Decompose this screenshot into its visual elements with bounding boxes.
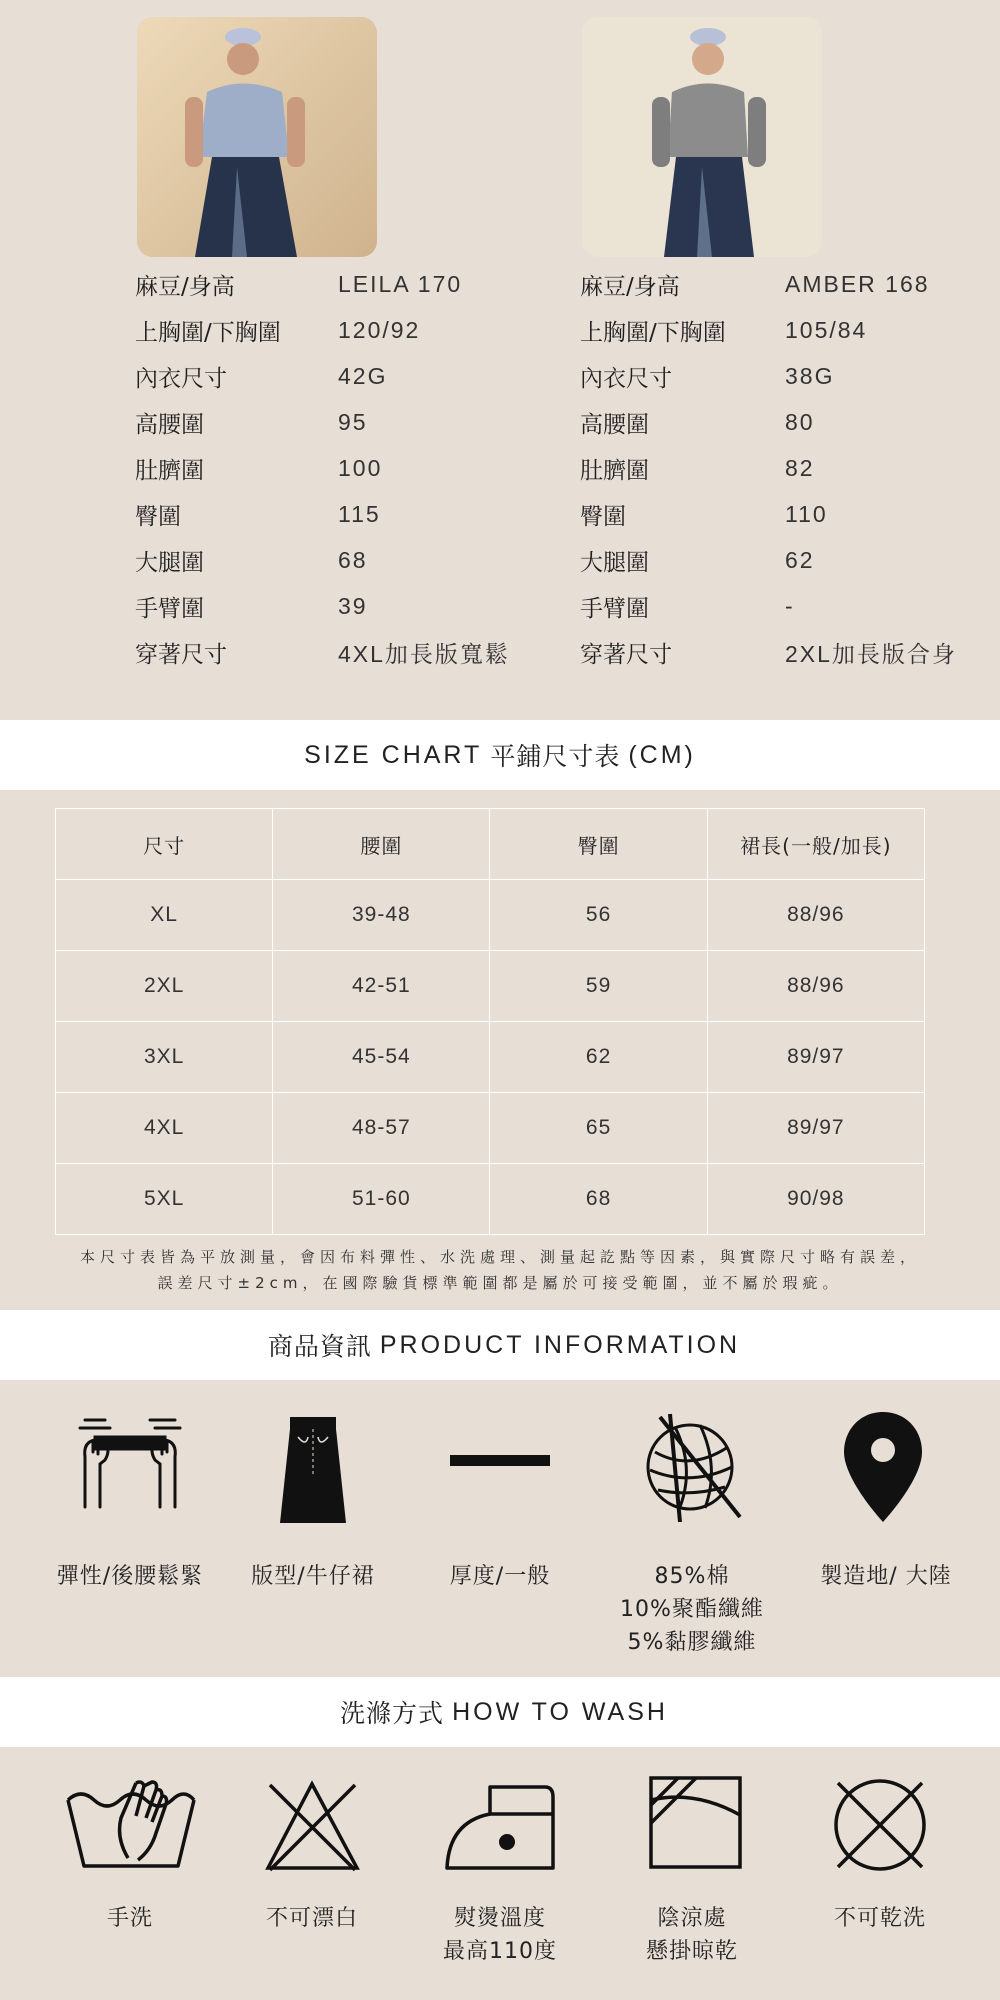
model-spec-row — [135, 266, 462, 302]
spec-value: 4XL加長版寬鬆 — [338, 640, 510, 667]
spec-label: 麻豆/身高 — [135, 273, 235, 300]
size-table-cell: 51-60 — [273, 1164, 490, 1235]
wash-caption-line: 不可乾洗 — [833, 1906, 926, 1931]
size-table-cell: 3XL — [56, 1022, 273, 1093]
size-table-cell: XL — [56, 880, 273, 951]
spec-value: 38G — [785, 362, 835, 389]
spec-label: 上胸圍/下胸圍 — [580, 319, 726, 346]
spec-label: 手臂圍 — [580, 595, 649, 622]
size-table-row — [56, 1022, 925, 1093]
size-table-header-cell: 裙長(一般/加長) — [707, 809, 924, 880]
product-info-caption-line: 85%棉 — [654, 1564, 730, 1589]
spec-label: 內衣尺寸 — [135, 365, 227, 392]
wash-title-en: HOW TO WASH — [452, 1697, 668, 1726]
spec-label: 手臂圍 — [135, 595, 204, 622]
model-spec-row — [135, 634, 510, 670]
size-table-cell: 89/97 — [707, 1022, 924, 1093]
size-note-line2: 誤差尺寸±2cm，在國際驗貨標準範圍都是屬於可接受範圍，並不屬於瑕疵。 — [157, 1274, 843, 1292]
spec-value: 95 — [338, 408, 368, 435]
model-spec-row — [135, 542, 368, 578]
spec-value: 120/92 — [338, 316, 421, 343]
wash-caption — [592, 1902, 792, 1968]
product-info-caption-line: 厚度/一般 — [449, 1564, 551, 1589]
wash-caption — [212, 1902, 412, 1935]
spec-value: 100 — [338, 454, 383, 481]
spec-label: 麻豆/身高 — [580, 273, 680, 300]
product-info-title-en: PRODUCT INFORMATION — [379, 1330, 741, 1359]
size-table-cell: 68 — [490, 1164, 707, 1235]
model-spec-row — [135, 404, 368, 440]
size-table-cell: 4XL — [56, 1093, 273, 1164]
product-info-caption-line: 5%黏膠纖維 — [627, 1630, 757, 1655]
size-table-row — [56, 1164, 925, 1235]
size-chart-banner — [0, 720, 1000, 790]
product-info-caption-line: 彈性/後腰鬆緊 — [56, 1564, 204, 1589]
yarn-ball-icon — [640, 1412, 750, 1522]
spec-label: 高腰圍 — [135, 411, 204, 438]
size-table-cell: 2XL — [56, 951, 273, 1022]
spec-label: 臀圍 — [580, 503, 626, 530]
size-table-cell: 90/98 — [707, 1164, 924, 1235]
product-info-caption — [786, 1560, 986, 1593]
no-dry-clean-icon — [830, 1775, 930, 1875]
model-spec-row — [580, 312, 867, 348]
model-spec-row — [580, 588, 795, 624]
spec-label: 內衣尺寸 — [580, 365, 672, 392]
size-table-row — [56, 1093, 925, 1164]
spec-value: 80 — [785, 408, 815, 435]
location-pin-icon — [842, 1410, 924, 1525]
size-table-cell: 65 — [490, 1093, 707, 1164]
model-photo-amber — [582, 17, 822, 257]
spec-label: 大腿圍 — [580, 549, 649, 576]
model-spec-row — [135, 312, 420, 348]
spec-value: 115 — [338, 500, 381, 527]
product-info-caption-line: 版型/牛仔裙 — [251, 1564, 375, 1589]
model-spec-row — [135, 450, 382, 486]
size-table-cell: 39-48 — [273, 880, 490, 951]
no-bleach-icon — [265, 1780, 360, 1872]
spec-label: 高腰圍 — [580, 411, 649, 438]
size-table-cell: 62 — [490, 1022, 707, 1093]
wash-caption-line: 最高110度 — [443, 1939, 557, 1964]
product-info-caption — [30, 1560, 230, 1593]
spec-label: 大腿圍 — [135, 549, 204, 576]
size-table-cell: 42-51 — [273, 951, 490, 1022]
wash-caption-line: 陰涼處 — [657, 1906, 727, 1931]
spec-value: 42G — [338, 362, 388, 389]
size-table-cell: 56 — [490, 880, 707, 951]
spec-value: - — [785, 592, 795, 619]
size-table-cell: 59 — [490, 951, 707, 1022]
product-info-caption — [400, 1560, 600, 1593]
hand-wash-icon — [66, 1778, 196, 1870]
size-table-header-cell: 臀圍 — [490, 809, 707, 880]
product-info-banner — [0, 1310, 1000, 1380]
wash-banner — [0, 1677, 1000, 1747]
spec-label: 肚臍圍 — [135, 457, 204, 484]
size-table-cell: 88/96 — [707, 951, 924, 1022]
size-table-header-cell: 尺寸 — [56, 809, 273, 880]
spec-label: 上胸圍/下胸圍 — [135, 319, 281, 346]
spec-value: LEILA 170 — [338, 270, 463, 297]
thickness-line-icon — [450, 1450, 550, 1470]
wash-caption-line: 手洗 — [106, 1906, 153, 1931]
size-table — [55, 808, 925, 1235]
size-table-row — [56, 951, 925, 1022]
model-spec-row — [580, 358, 834, 394]
model-spec-row — [580, 266, 930, 302]
model-photo-leila — [137, 17, 377, 257]
size-chart-title-en: SIZE CHART — [304, 740, 483, 769]
product-info-caption — [213, 1560, 413, 1593]
spec-value: AMBER 168 — [785, 270, 930, 297]
product-info-caption — [592, 1560, 792, 1659]
iron-icon — [445, 1782, 555, 1872]
wash-caption-line: 懸掛晾乾 — [645, 1939, 738, 1964]
size-chart-title-zh: 平鋪尺寸表 — [490, 742, 621, 771]
model-spec-row — [135, 496, 381, 532]
product-info-caption-line: 製造地/ 大陸 — [820, 1564, 952, 1589]
size-table-cell: 48-57 — [273, 1093, 490, 1164]
size-table-header — [56, 809, 925, 880]
model-spec-row — [580, 496, 828, 532]
spec-label: 肚臍圍 — [580, 457, 649, 484]
spec-value: 62 — [785, 546, 815, 573]
wash-caption — [400, 1902, 600, 1968]
spec-value: 105/84 — [785, 316, 868, 343]
size-table-cell: 5XL — [56, 1164, 273, 1235]
spec-value: 82 — [785, 454, 815, 481]
wash-title-zh: 洗滌方式 — [340, 1699, 445, 1728]
wash-caption — [30, 1902, 230, 1935]
shade-dry-icon — [648, 1775, 743, 1870]
wash-caption-line: 熨燙溫度 — [453, 1906, 546, 1931]
size-table-cell: 45-54 — [273, 1022, 490, 1093]
model-spec-row — [580, 542, 815, 578]
wash-caption-line: 不可漂白 — [265, 1906, 358, 1931]
size-table-header-cell: 腰圍 — [273, 809, 490, 880]
spec-value: 2XL加長版合身 — [785, 640, 957, 667]
size-note-line1: 本尺寸表皆為平放測量，會因布料彈性、水洗處理、測量起訖點等因素，與實際尺寸略有誤差， — [79, 1248, 920, 1266]
product-info-title-zh: 商品資訊 — [267, 1332, 372, 1361]
stretch-hands-icon — [65, 1412, 195, 1512]
skirt-icon — [278, 1415, 348, 1525]
model-spec-row — [580, 634, 957, 670]
model-spec-row — [580, 450, 815, 486]
spec-value: 68 — [338, 546, 368, 573]
spec-value: 110 — [785, 500, 828, 527]
size-table-cell: 88/96 — [707, 880, 924, 951]
spec-value: 39 — [338, 592, 368, 619]
size-chart-unit: (CM) — [628, 740, 696, 769]
size-table-row — [56, 880, 925, 951]
spec-label: 穿著尺寸 — [580, 641, 672, 668]
model-spec-row — [135, 358, 387, 394]
spec-label: 臀圍 — [135, 503, 181, 530]
product-info-caption-line: 10%聚酯纖維 — [620, 1597, 764, 1622]
spec-label: 穿著尺寸 — [135, 641, 227, 668]
wash-caption — [780, 1902, 980, 1935]
size-table-cell: 89/97 — [707, 1093, 924, 1164]
model-spec-row — [580, 404, 815, 440]
model-spec-row — [135, 588, 368, 624]
